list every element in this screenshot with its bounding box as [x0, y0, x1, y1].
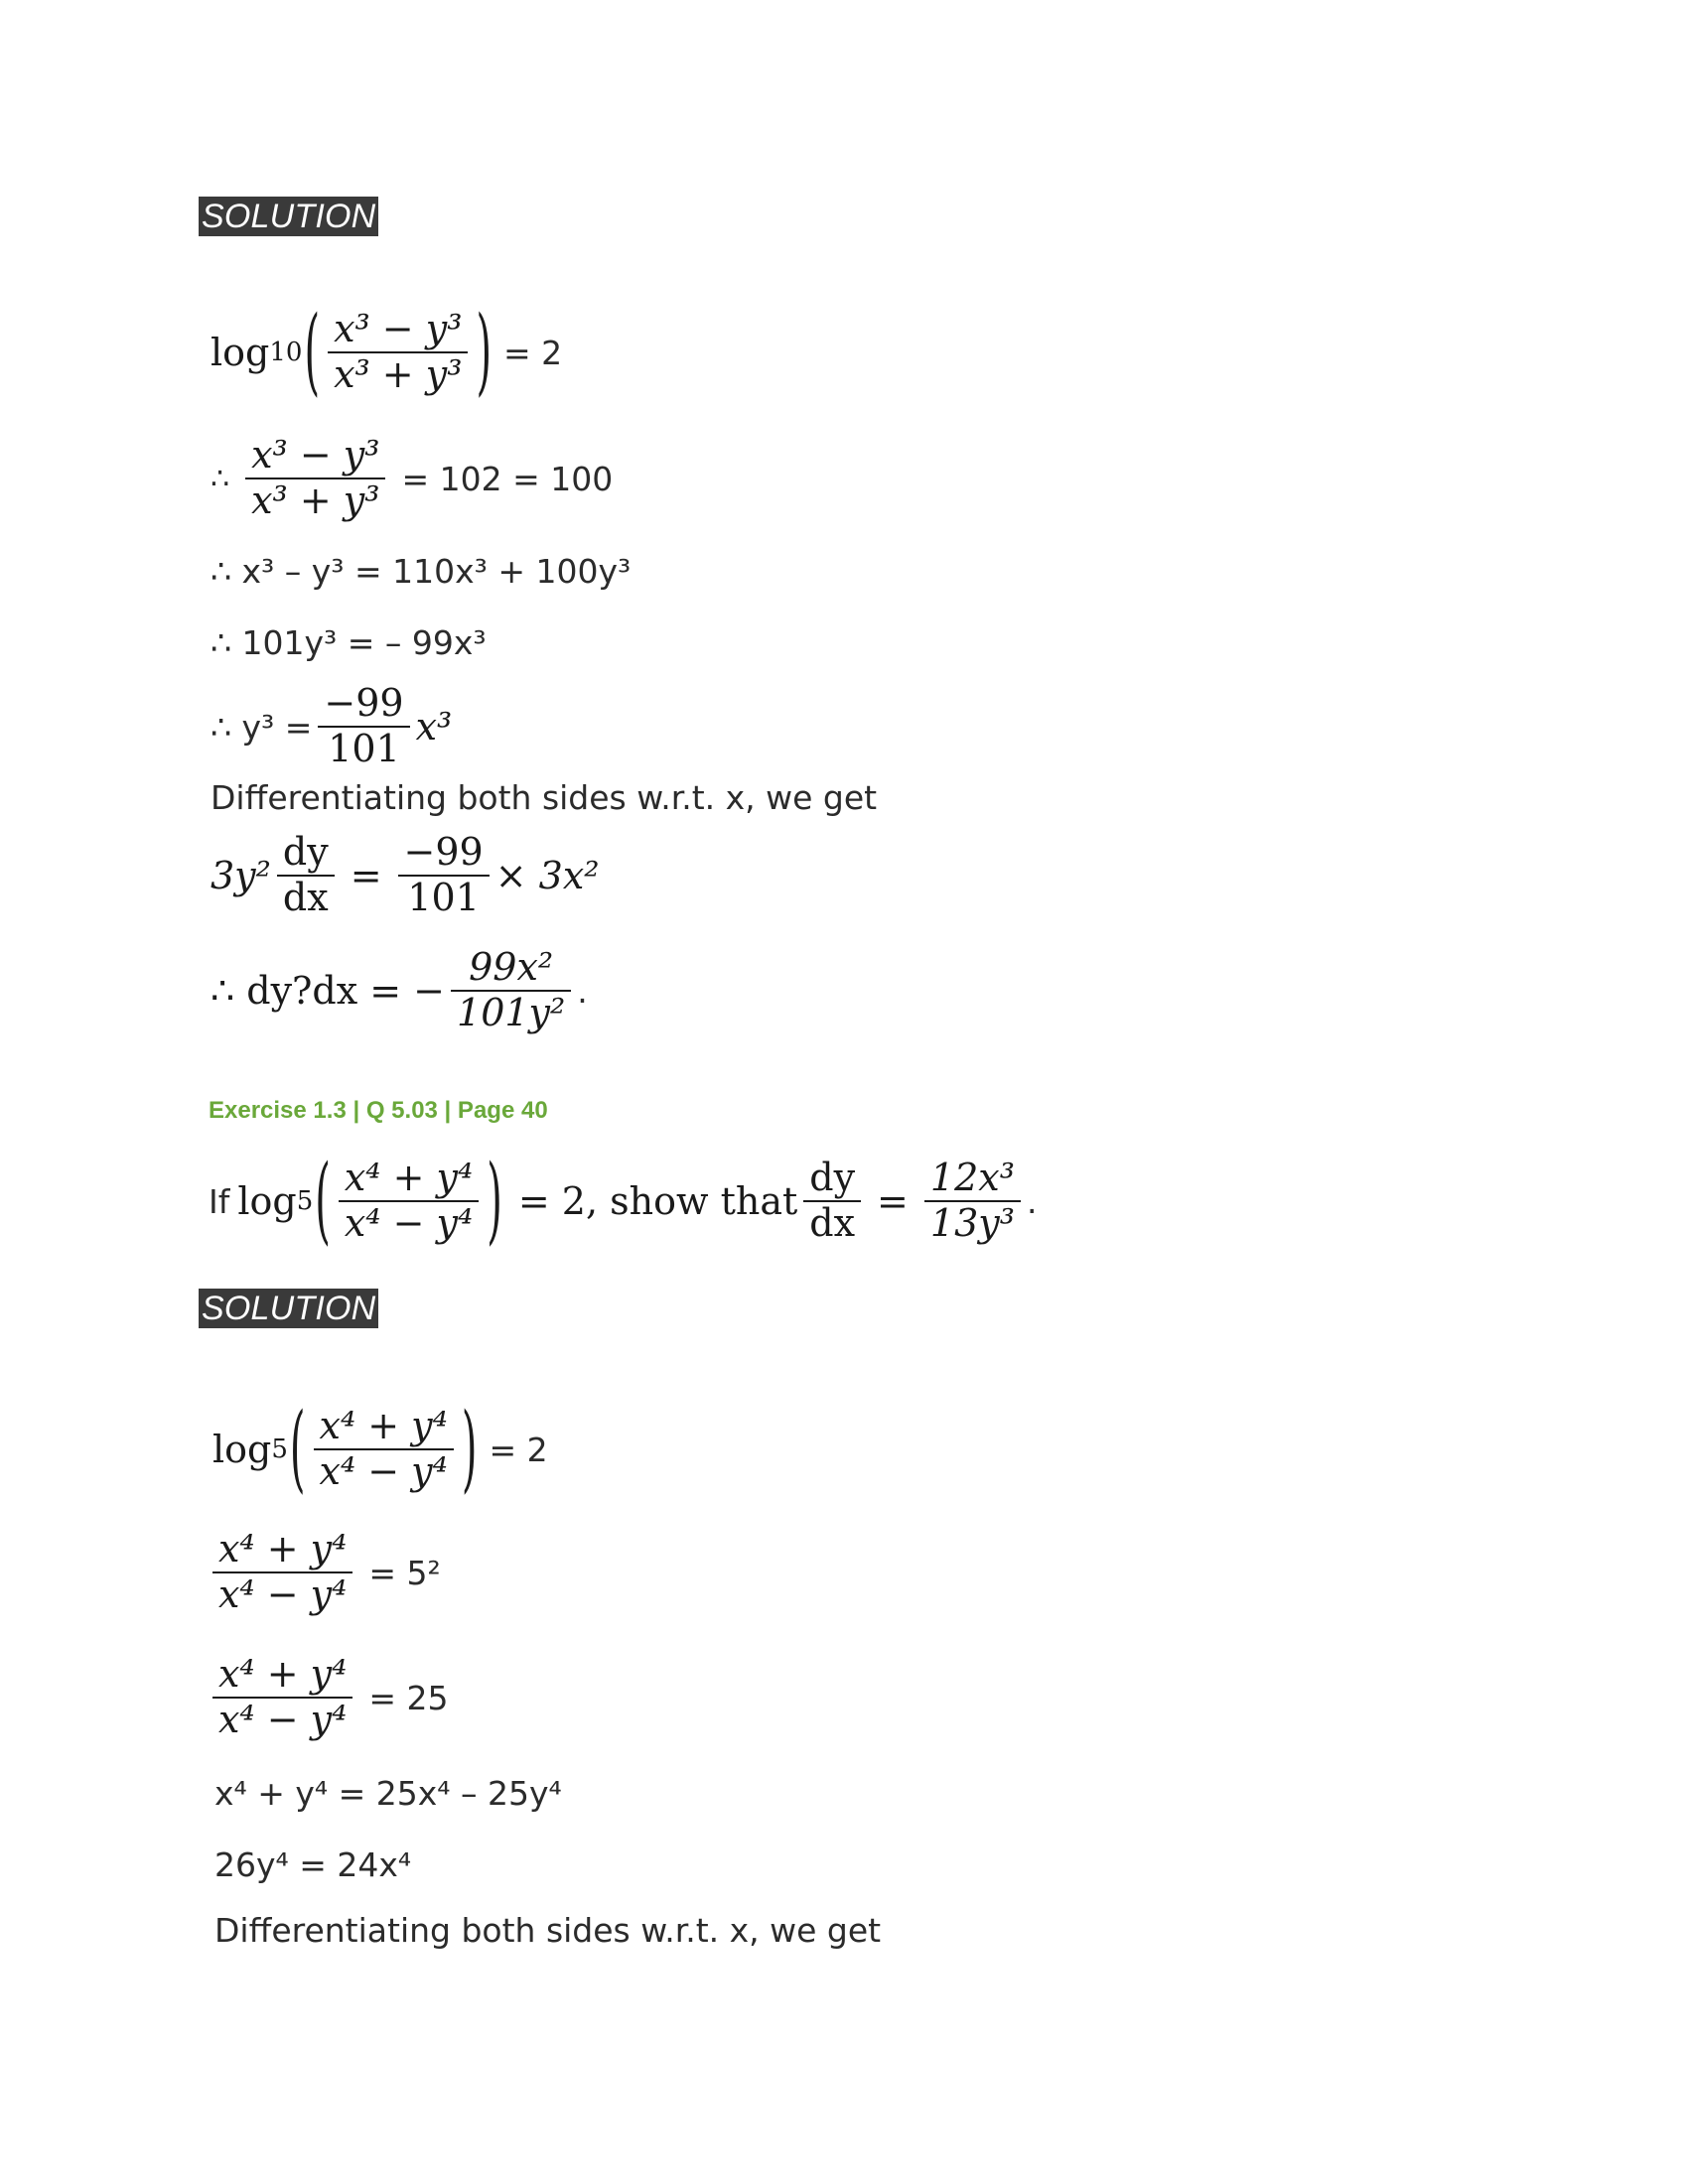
- paren-right: ): [461, 1394, 478, 1505]
- fraction: [245, 434, 385, 522]
- equation-derivative: [211, 824, 600, 927]
- paren-left: (: [289, 1394, 306, 1505]
- equation-lhs: ∴ dy?dx = −: [211, 969, 446, 1013]
- equation-ratio: [211, 427, 613, 530]
- log-text: log: [237, 1179, 297, 1223]
- solution-badge-2: SOLUTION: [199, 1289, 378, 1328]
- therefore-symbol: ∴: [211, 461, 230, 496]
- equation-tail: x³: [415, 705, 453, 749]
- fraction-denominator: 101: [407, 876, 480, 919]
- question-equation: If log 5 ( $\frac{\text{x⁴ + y⁴}}{\text{x⁴ − y⁴}}$ ) = 2, show that $\frac{dy}{dx}$ = $\frac{\text{12x³}}{\text{13y³}}$ .: [209, 1146, 1038, 1257]
- fraction-denominator: x³ + y³: [334, 352, 463, 396]
- fraction-numerator: x⁴ + y⁴: [319, 1404, 448, 1448]
- equals-sign: =: [877, 1179, 909, 1223]
- fraction: [339, 1157, 479, 1245]
- fraction-numerator: x³ − y³: [334, 307, 463, 351]
- equation-lhs: 3y²: [211, 854, 271, 897]
- equation-tail: × 3x²: [494, 854, 600, 897]
- fraction-denominator: 13y³: [929, 1201, 1015, 1245]
- equation-rhs: = 102 = 100: [401, 459, 614, 498]
- fraction: [451, 946, 571, 1034]
- fraction-denominator: x⁴ − y⁴: [319, 1449, 448, 1493]
- fraction: [318, 682, 409, 770]
- equals-sign: =: [350, 854, 382, 897]
- fraction-denominator: 101y²: [457, 991, 566, 1034]
- equation-lhs: ∴ y³ =: [211, 707, 313, 747]
- fraction-dydx: [803, 1157, 861, 1245]
- fraction: [398, 831, 490, 919]
- question-tail: .: [1026, 1181, 1038, 1221]
- fraction: [314, 1405, 454, 1493]
- fraction: [924, 1157, 1021, 1245]
- fraction-denominator: 101: [328, 727, 400, 770]
- equation-result: [211, 939, 588, 1042]
- text-differentiating-2: Differentiating both sides w.r.t. x, we get: [214, 1910, 882, 1950]
- paren-right: ): [487, 1146, 502, 1257]
- equation-ratio-5sq: [212, 1521, 441, 1624]
- fraction-numerator: x⁴ + y⁴: [218, 1652, 348, 1697]
- question-if: If: [209, 1181, 230, 1221]
- equation-log5: log 5 ( $\frac{\text{x⁴ + y⁴}}{\text{x⁴ − y⁴}}$ ) = 2: [212, 1394, 548, 1505]
- equation-log10: log 10 ( $\frac{\text{x³ − y³}}{\text{x³ + y³}}$ ) = 2: [211, 297, 563, 408]
- fraction-denominator: dx: [282, 876, 329, 919]
- equation-rhs: = 5²: [368, 1553, 441, 1592]
- paren-left: (: [304, 297, 321, 408]
- equation-rhs: = 2: [489, 1430, 548, 1469]
- text-differentiating-1: Differentiating both sides w.r.t. x, we get: [211, 777, 878, 817]
- fraction-denominator: x³ + y³: [251, 478, 380, 522]
- fraction: [212, 1653, 352, 1741]
- log-text: log: [212, 1428, 272, 1471]
- fraction-dydx: [277, 831, 335, 919]
- fraction-numerator: x⁴ + y⁴: [218, 1527, 348, 1571]
- fraction: [328, 308, 468, 396]
- fraction-numerator: 12x³: [929, 1156, 1015, 1200]
- equation-ratio-25: [212, 1646, 449, 1749]
- fraction-numerator: x⁴ + y⁴: [344, 1156, 474, 1200]
- solution-badge-1: SOLUTION: [199, 197, 378, 236]
- question-mid-text: = 2, show that: [517, 1179, 798, 1223]
- fraction-numerator: −99: [403, 830, 484, 875]
- fraction-numerator: dy: [809, 1156, 856, 1200]
- equation-line-4: ∴ 101y³ = – 99x³: [211, 622, 487, 662]
- paren-right: ): [476, 297, 492, 408]
- equation-line-4b: x⁴ + y⁴ = 25x⁴ – 25y⁴: [214, 1773, 562, 1813]
- equation-line-3: ∴ x³ – y³ = 110x³ + 100y³: [211, 551, 632, 591]
- fraction-numerator: −99: [324, 681, 404, 726]
- exercise-label: Exercise 1.3 | Q 5.03 | Page 40: [209, 1097, 548, 1124]
- log-text: log: [211, 331, 270, 374]
- fraction-numerator: dy: [282, 830, 329, 875]
- fraction-numerator: x³ − y³: [251, 433, 380, 478]
- fraction-numerator: 99x²: [469, 945, 554, 990]
- fraction-denominator: x⁴ − y⁴: [344, 1201, 474, 1245]
- equation-line-5b: 26y⁴ = 24x⁴: [214, 1844, 412, 1884]
- equation-y-cubed: [211, 675, 452, 778]
- equation-tail: .: [577, 971, 588, 1011]
- fraction: [212, 1528, 352, 1616]
- equation-rhs: = 2: [503, 333, 563, 372]
- equation-rhs: = 25: [368, 1678, 449, 1717]
- fraction-denominator: x⁴ − y⁴: [218, 1572, 348, 1616]
- fraction-denominator: x⁴ − y⁴: [218, 1698, 348, 1741]
- fraction-denominator: dx: [809, 1201, 856, 1245]
- paren-left: (: [315, 1146, 331, 1257]
